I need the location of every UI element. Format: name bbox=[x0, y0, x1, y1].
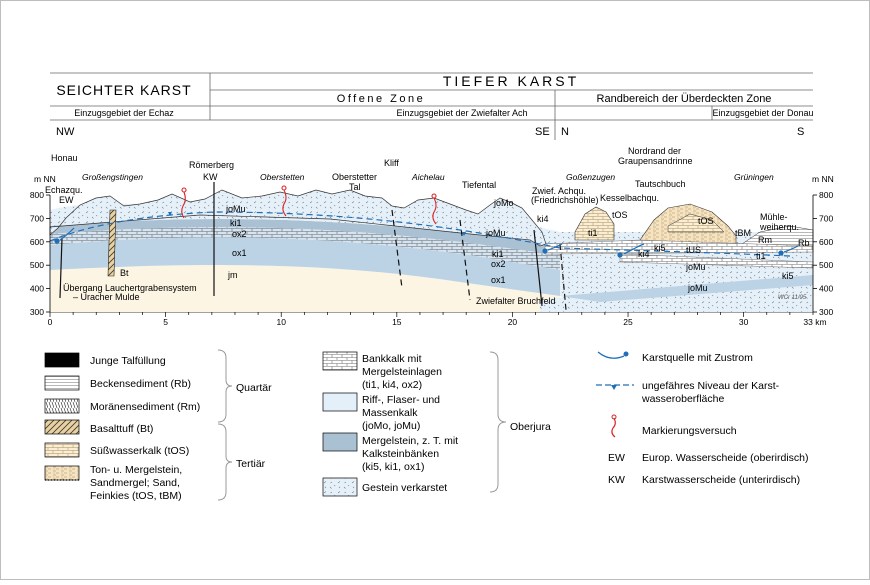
legend-beckensediment: Beckensediment (Rb) bbox=[90, 378, 191, 390]
legend-basalttuff: Basalttuff (Bt) bbox=[90, 423, 154, 435]
legend-bankkalk-2: Mergelsteinlagen bbox=[362, 366, 442, 378]
svg-text:ox1: ox1 bbox=[232, 248, 247, 258]
svg-text:ox2: ox2 bbox=[491, 259, 506, 269]
legend-ew: Europ. Wasserscheide (oberirdisch) bbox=[642, 452, 809, 464]
legend-verkarstet: Gestein verkarstet bbox=[362, 482, 448, 494]
label-grueningen: Grüningen bbox=[734, 172, 774, 182]
label-uebergang-1: Übergang Lauchertgrabensystem bbox=[63, 283, 197, 293]
header-right-title: TIEFER KARST bbox=[442, 73, 580, 89]
svg-text:ki4: ki4 bbox=[638, 249, 650, 259]
label-kesselbachqu: Kesselbachqu. bbox=[600, 193, 660, 203]
svg-text:joMu: joMu bbox=[486, 228, 506, 238]
label-oberstetter-2: Tal bbox=[349, 182, 361, 192]
legend-markierung: Markierungsversuch bbox=[642, 425, 737, 437]
label-ew: EW bbox=[59, 195, 74, 205]
x-tick-label: 20 bbox=[507, 317, 518, 327]
dir-n: N bbox=[561, 126, 569, 138]
legend-mergel-2: Kalksteinbänken bbox=[362, 448, 440, 460]
label-nordrand-1: Nordrand der bbox=[628, 146, 682, 156]
group-tertiaer: Tertiär bbox=[236, 458, 266, 470]
label-zwief-2: (Friedrichshöhle) bbox=[531, 195, 599, 205]
legend-niveau-1: ungefähres Niveau der Karst- bbox=[642, 380, 780, 392]
svg-text:ti1: ti1 bbox=[756, 251, 766, 261]
label-bruchfeld: Zwiefalter Bruchfeld bbox=[476, 296, 556, 306]
svg-text:joMu: joMu bbox=[688, 283, 708, 293]
label-gossenzugen: Goßenzugen bbox=[566, 172, 616, 182]
legend-mergel-3: (ki5, ki1, ox1) bbox=[362, 461, 425, 473]
legend-suesswasserkalk: Süßwasserkalk (tOS) bbox=[90, 445, 190, 457]
svg-text:jm: jm bbox=[228, 270, 238, 280]
svg-text:ki4: ki4 bbox=[537, 214, 549, 224]
y-tick-label-right: 500 bbox=[819, 260, 834, 271]
catchment-donau: Einzugsgebiet der Donau bbox=[712, 108, 814, 118]
label-credit: WCr 11/05 bbox=[778, 295, 807, 301]
y-tick-label-left: 700 bbox=[29, 213, 44, 224]
label-tiefental: Tiefental bbox=[462, 180, 497, 190]
legend-riff-1: Riff-, Flaser- und bbox=[362, 394, 440, 406]
label-kw: KW bbox=[203, 172, 218, 182]
legend-ton-2: Sandmergel; Sand, bbox=[90, 477, 180, 489]
label-honau: Honau bbox=[51, 153, 78, 163]
y-label-right: m NN bbox=[812, 174, 834, 184]
y-tick-label-left: 300 bbox=[29, 307, 44, 317]
y-label-left: m NN bbox=[34, 174, 56, 184]
y-tick-label-right: 300 bbox=[819, 307, 834, 317]
x-tick-label: 25 bbox=[623, 317, 633, 327]
svg-text:ki1: ki1 bbox=[230, 218, 242, 228]
label-kliff: Kliff bbox=[384, 158, 399, 168]
legend-bankkalk-1: Bankkalk mit bbox=[362, 353, 422, 365]
svg-text:ox2: ox2 bbox=[232, 229, 247, 239]
x-tick-label: 10 bbox=[276, 317, 286, 327]
catchment-zwiefalter-ach: Einzugsgebiet der Zwiefalter Ach bbox=[396, 108, 528, 118]
legend-moraenensediment: Moränensediment (Rm) bbox=[90, 401, 201, 413]
label-oberstetten: Oberstetten bbox=[260, 172, 305, 182]
y-tick-label-right: 800 bbox=[819, 190, 834, 200]
svg-text:ox1: ox1 bbox=[491, 275, 506, 285]
dir-s: S bbox=[797, 126, 805, 138]
dir-se: SE bbox=[535, 126, 550, 138]
x-tick-label: 30 bbox=[738, 317, 749, 327]
x-tick-label: 15 bbox=[392, 317, 402, 327]
label-roemerberg: Römerberg bbox=[189, 160, 235, 170]
label-muehle-1: Mühle- bbox=[760, 212, 788, 222]
catchment-echaz: Einzugsgebiet der Echaz bbox=[74, 108, 174, 118]
y-tick-label-left: 800 bbox=[29, 190, 44, 200]
svg-text:Rb: Rb bbox=[798, 238, 810, 248]
label-uebergang-2: – Uracher Mulde bbox=[73, 292, 140, 302]
group-oberjura: Oberjura bbox=[510, 421, 551, 433]
y-tick-label-left: 600 bbox=[29, 236, 44, 247]
label-nordrand-2: Graupensandrinne bbox=[618, 156, 693, 166]
header-left-title: SEICHTER KARST bbox=[56, 82, 192, 98]
header-open-zone: Offene Zone bbox=[336, 93, 426, 105]
svg-text:ti1: ti1 bbox=[588, 228, 598, 238]
legend-mergel-1: Mergelstein, z. T. mit bbox=[362, 435, 459, 447]
x-tick-label: 0 bbox=[47, 317, 53, 327]
x-tick-label: 5 bbox=[163, 317, 168, 327]
label-echazqu: Echazqu. bbox=[45, 185, 83, 195]
legend-ew-abbr: EW bbox=[608, 452, 625, 464]
legend-kw-abbr: KW bbox=[608, 474, 625, 486]
svg-text:Bt: Bt bbox=[120, 268, 129, 278]
svg-text:ki1: ki1 bbox=[492, 249, 504, 259]
legend-karstquelle: Karstquelle mit Zustrom bbox=[642, 352, 753, 364]
svg-text:joMu: joMu bbox=[226, 204, 246, 214]
label-tautschbuch: Tautschbuch bbox=[635, 179, 686, 189]
y-tick-label-left: 500 bbox=[29, 260, 44, 271]
legend-niveau-2: wasseroberfläche bbox=[642, 393, 725, 405]
svg-text:tOS: tOS bbox=[698, 216, 714, 226]
y-tick-label-right: 600 bbox=[819, 236, 834, 247]
y-tick-label-right: 700 bbox=[819, 213, 834, 224]
svg-text:ki5: ki5 bbox=[654, 243, 666, 253]
svg-text:Rm: Rm bbox=[758, 235, 772, 245]
legend-bankkalk-3: (ti1, ki4, ox2) bbox=[362, 379, 423, 391]
legend-ton-3: Feinkies (tOS, tBM) bbox=[90, 490, 182, 502]
dir-nw: NW bbox=[56, 126, 75, 138]
legend-kw: Karstwasserscheide (unterirdisch) bbox=[642, 474, 801, 486]
svg-text:ki5: ki5 bbox=[782, 271, 794, 281]
label-zwief-1: Zwief. Achqu. bbox=[532, 186, 587, 196]
header-covered-zone: Randbereich der Überdeckten Zone bbox=[596, 93, 772, 105]
svg-text:tOS: tOS bbox=[612, 210, 628, 220]
legend-riff-3: (joMo, joMu) bbox=[362, 420, 421, 432]
y-tick-label-left: 400 bbox=[29, 283, 44, 294]
legend-ton-1: Ton- u. Mergelstein, bbox=[90, 464, 183, 476]
label-oberstetter-1: Oberstetter bbox=[332, 172, 378, 182]
svg-text:joMu: joMu bbox=[686, 262, 706, 272]
svg-text:tBM: tBM bbox=[735, 228, 752, 238]
y-tick-label-right: 400 bbox=[819, 283, 834, 294]
legend-junge-talfuellung: Junge Talfüllung bbox=[90, 355, 166, 367]
label-grossengstingen: Großengstingen bbox=[82, 172, 143, 182]
group-quartaer: Quartär bbox=[236, 382, 272, 394]
x-tick-label-last: 33 km bbox=[803, 317, 827, 327]
svg-text:joMo: joMo bbox=[494, 198, 514, 208]
label-muehle-2: weiherqu. bbox=[760, 222, 800, 232]
label-aichelau: Aichelau bbox=[412, 172, 445, 182]
legend-riff-2: Massenkalk bbox=[362, 407, 418, 419]
svg-text:tUS: tUS bbox=[686, 245, 702, 255]
